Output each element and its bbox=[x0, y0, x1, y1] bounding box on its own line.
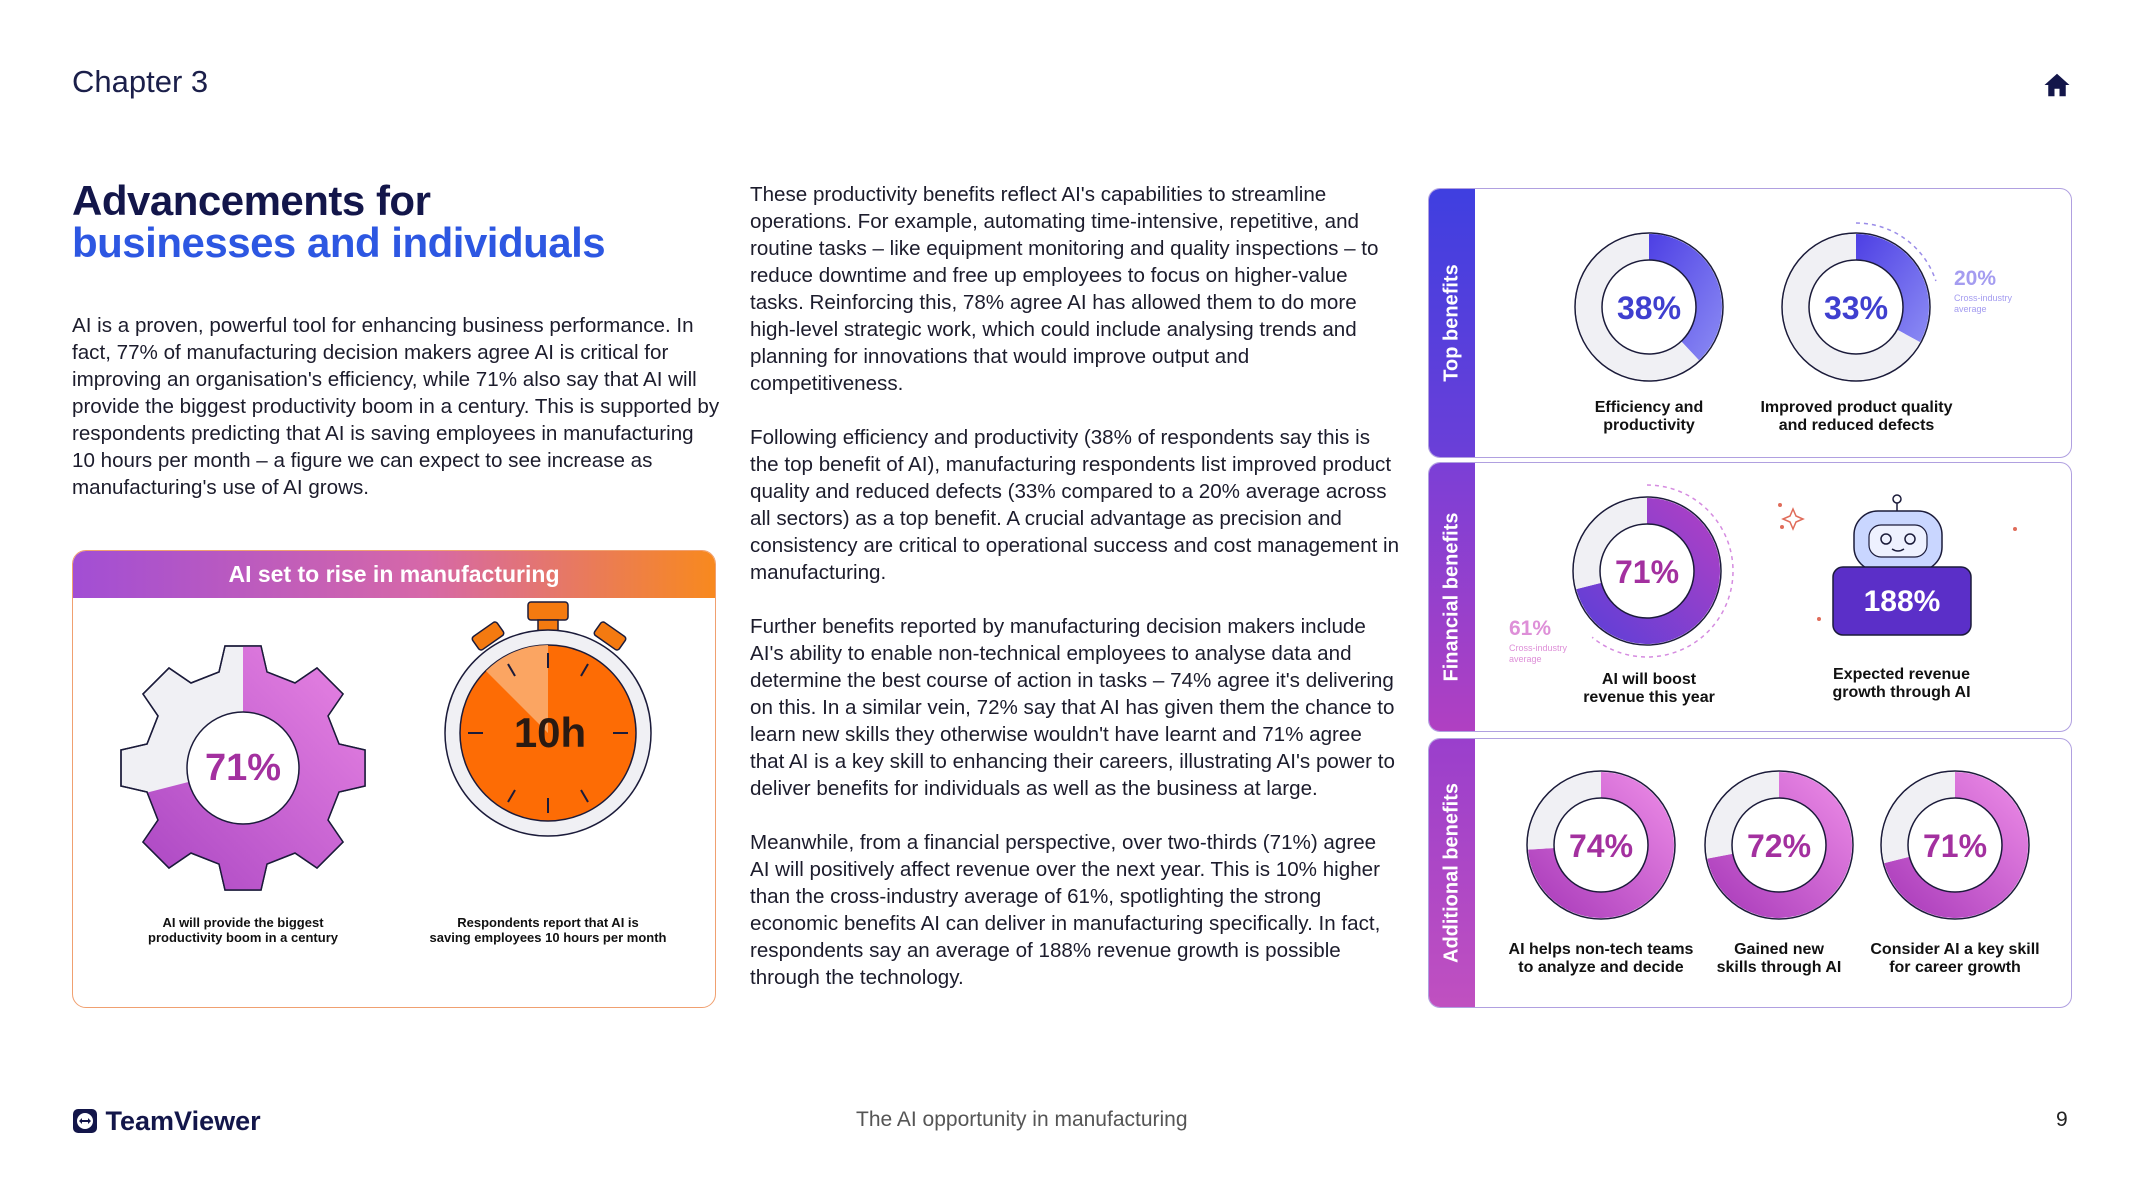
financial-benefits-panel bbox=[1428, 462, 2072, 732]
body-text bbox=[750, 181, 1400, 1018]
caption-line: Consider AI a key skill bbox=[1870, 941, 2040, 958]
caption-line: Efficiency and bbox=[1594, 399, 1704, 416]
teamviewer-logo-icon bbox=[72, 1108, 98, 1134]
title-line1: Advancements for bbox=[72, 177, 431, 224]
caption-line: productivity boom in a century bbox=[148, 930, 338, 945]
caption-line: AI will boost bbox=[1601, 671, 1697, 688]
side-label: Financial benefits bbox=[1440, 512, 1463, 682]
body-paragraph: Following efficiency and productivity (38% of respondents say this is the top benefit of AI), manufacturing respondents list improved product quality and reduced defects (33% compared to a 20% average across all sectors) as a top benefit. A crucial advantage as precision and consistency are critical to operational success and cost management in manufacturing. bbox=[750, 426, 1400, 584]
body-paragraph: Further benefits reported by manufacturing decision makers include AI's ability to enable non-technical employees to analyse data and determine the best course of action in tasks – 74% agree it's delivering on this. In a similar vein, 72% say that AI has given them the chance to learn new skills they otherwise wouldn't have learnt and 71% agree that AI is a key skill to enhancing their careers, illustrating AI's power to deliver benefits for individuals as well as the business at large. bbox=[750, 615, 1395, 800]
quality-caption bbox=[1744, 399, 1969, 435]
sparkle-icon bbox=[1783, 509, 1803, 529]
avg-value: 20% bbox=[1954, 267, 1997, 290]
caption-line: for career growth bbox=[1889, 959, 2021, 976]
side-label: Additional benefits bbox=[1440, 783, 1463, 963]
caption-line: Improved product quality bbox=[1760, 399, 1953, 416]
avg-text: average bbox=[1509, 654, 1542, 664]
caption-line: Respondents report that AI is bbox=[457, 915, 639, 930]
avg-value: 61% bbox=[1509, 617, 1552, 640]
revenue-growth-value: 188% bbox=[1863, 585, 1941, 618]
efficiency-value: 38% bbox=[1616, 290, 1682, 326]
additional-benefits-panel bbox=[1428, 738, 2072, 1008]
revenue-caption bbox=[1549, 671, 1749, 707]
page-number: 9 bbox=[2056, 1108, 2068, 1131]
body-paragraph: These productivity benefits reflect AI's capabilities to streamline operations. For example, automating time-intensive, repetitive, and routine tasks – like equipment monitoring and quality inspections – to reduce downtime and free up employees to focus on higher-value tasks. Reinforcing this, 78% agree AI has allowed them to do more high-level strategic work, which could include analysing trends and planning for innovations that would improve output and competitiveness. bbox=[750, 183, 1379, 395]
brand-name: TeamViewer bbox=[105, 1106, 261, 1136]
gear-caption bbox=[123, 915, 363, 945]
card-title: AI set to rise in manufacturing bbox=[73, 551, 715, 598]
avg-text: Cross-industry bbox=[1509, 643, 1568, 653]
footer-title: The AI opportunity in manufacturing bbox=[856, 1108, 1188, 1131]
growth-caption bbox=[1799, 666, 2004, 702]
career-value: 71% bbox=[1922, 828, 1988, 864]
avg-text: Cross-industry bbox=[1954, 293, 2013, 303]
caption-line: AI helps non-tech teams bbox=[1508, 941, 1694, 958]
timer-caption bbox=[403, 915, 693, 945]
quality-value: 33% bbox=[1823, 290, 1889, 326]
new-skills-caption bbox=[1699, 941, 1859, 977]
caption-line: AI will provide the biggest bbox=[162, 915, 324, 930]
chapter-label: Chapter 3 bbox=[72, 64, 209, 99]
career-caption bbox=[1859, 941, 2051, 977]
home-icon[interactable] bbox=[2042, 70, 2072, 100]
teamviewer-logo[interactable] bbox=[72, 1106, 261, 1137]
page-title bbox=[72, 177, 606, 266]
caption-line: skills through AI bbox=[1716, 959, 1842, 976]
caption-line: Expected revenue bbox=[1833, 666, 1970, 683]
ai-rise-card bbox=[72, 550, 716, 1008]
body-paragraph: Meanwhile, from a financial perspective, over two-thirds (71%) agree AI will positively affect revenue over the next year. This is 10% higher than the cross-industry average of 61%, spotlighting the strong economic benefits AI can deliver in manufacturing specifically. In fact, respondents say an average of 188% revenue growth is possible through the technology. bbox=[750, 831, 1381, 989]
caption-line: productivity bbox=[1603, 417, 1695, 434]
gear-value: 71% bbox=[204, 747, 282, 789]
caption-line: to analyze and decide bbox=[1518, 959, 1684, 976]
caption-line: Gained new bbox=[1734, 941, 1824, 958]
new-skills-value: 72% bbox=[1746, 828, 1812, 864]
timer-value: 10h bbox=[513, 709, 587, 756]
intro-paragraph: AI is a proven, powerful tool for enhancing business performance. In fact, 77% of manufacturing decision makers agree AI is critical for improving an organisation's efficiency, while 71% also say that AI will provide the biggest productivity boom in a century. This is supported by respondents predicting that AI is saving employees in manufacturing 10 hours per month – a figure we can expect to see increase as manufacturing's use of AI grows. bbox=[72, 314, 720, 499]
side-label: Top benefits bbox=[1440, 264, 1463, 382]
revenue-value: 71% bbox=[1614, 554, 1680, 590]
caption-line: saving employees 10 hours per month bbox=[429, 930, 667, 945]
efficiency-caption bbox=[1549, 399, 1749, 435]
caption-line: revenue this year bbox=[1583, 689, 1715, 706]
card-graphics bbox=[73, 598, 715, 1007]
top-benefits-panel bbox=[1428, 188, 2072, 458]
avg-text: average bbox=[1954, 304, 1987, 314]
non-tech-caption bbox=[1491, 941, 1711, 977]
caption-line: growth through AI bbox=[1832, 684, 1971, 701]
non-tech-value: 74% bbox=[1568, 828, 1634, 864]
title-line2: businesses and individuals bbox=[72, 219, 606, 266]
caption-line: and reduced defects bbox=[1778, 417, 1935, 434]
